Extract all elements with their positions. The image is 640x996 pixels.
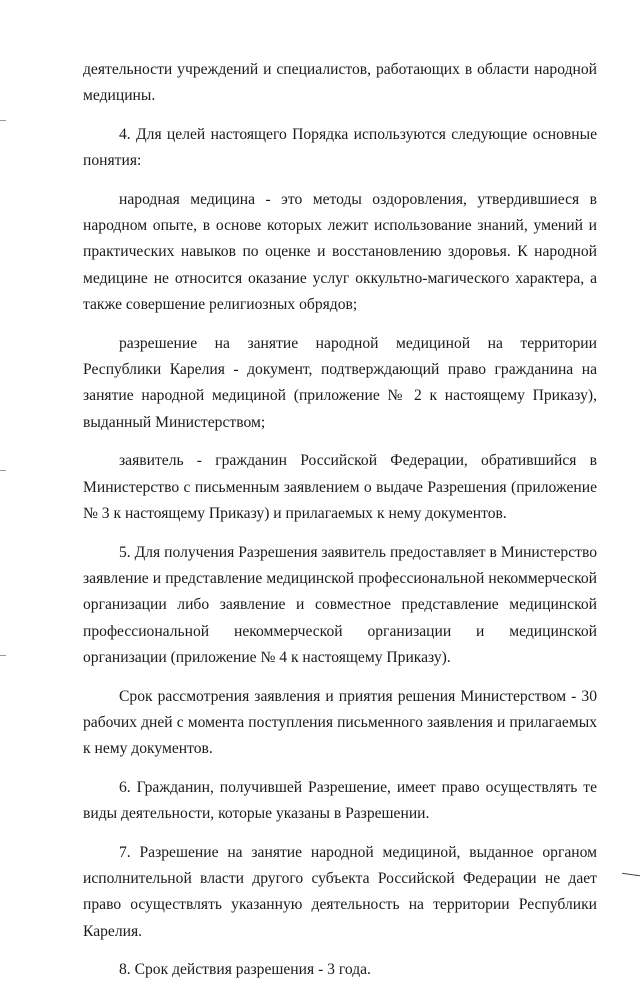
paragraph-item-6: 6. Гражданин, получившей Разрешение, имеет право осуществлять те виды деятельности, которые указаны в Разрешении.: [83, 778, 597, 823]
paragraph-definition-folk-medicine: народная медицина - это методы оздоровления, утвердившиеся в народном опыте, в основе которых лежит использование знаний, умений и практических навыков по оценке и восстановлению здоровья. К народной медицине не относится оказание услуг оккультно-магического характера, а также совершение религиозных обрядов;: [83, 190, 597, 314]
scan-margin-mark: [0, 470, 6, 471]
paragraph-review-period: Срок рассмотрения заявления и приятия решения Министерством - 30 рабочих дней с момента поступления письменного заявления и прилагаемых к нему документов.: [83, 687, 597, 758]
paragraph-definition-permit: разрешение на занятие народной медициной на территории Республики Карелия - документ, подтверждающий право гражданина на занятие народной медициной (приложение № 2 к настоящему Приказу), выданный Министерством;: [83, 334, 597, 431]
paragraph-item-7: 7. Разрешение на занятие народной медициной, выданное органом исполнительной власти другого субъекта Российской Федерации не дает право осуществлять указанную деятельность на территории Республики Карелия.: [83, 843, 597, 940]
paragraph-item-5: 5. Для получения Разрешения заявитель предоставляет в Министерство заявление и представление медицинской профессиональной некоммерческой организации либо заявление и совместное представление медицинской профессиональной некоммерческой организации и медицинской организации (приложение № 4 к настоящему Приказу).: [83, 543, 597, 667]
document-body: [83, 57, 597, 996]
scan-margin-mark: [0, 120, 6, 121]
paragraph-continuation: деятельности учреждений и специалистов, работающих в области народной медицины.: [83, 61, 597, 105]
scan-corner-mark: [622, 873, 640, 876]
scan-margin-mark: [0, 655, 6, 656]
paragraph-item-8: 8. Срок действия разрешения - 3 года.: [119, 961, 371, 979]
paragraph-item-4: 4. Для целей настоящего Порядка используются следующие основные понятия:: [83, 125, 597, 170]
paragraph-definition-applicant: заявитель - гражданин Российской Федерации, обратившийся в Министерство с письменным заявлением о выдаче Разрешения (приложение № 3 к настоящему Приказу) и прилагаемых к нему документов.: [83, 452, 597, 523]
